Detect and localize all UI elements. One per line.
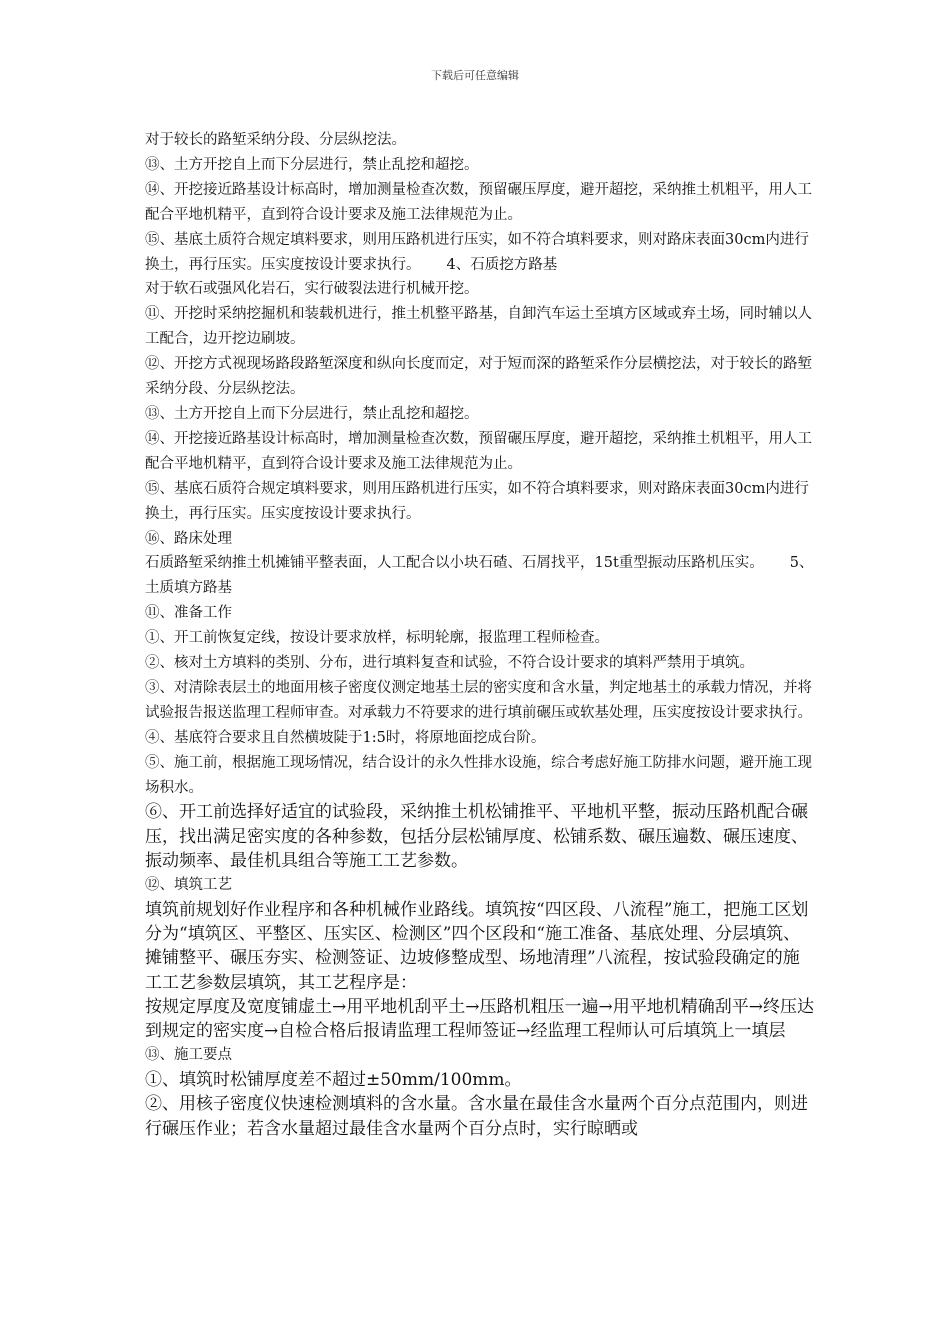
section-heading: 4、石质挖方路基 — [446, 256, 558, 273]
paragraph: ⑬、土方开挖自上而下分层进行，禁止乱挖和超挖。 — [145, 156, 479, 173]
paragraph: ①、开工前恢复定线，按设计要求放样，标明轮廓，报监理工程师检查。 — [145, 630, 609, 647]
paragraph: ⑥、开工前选择好适宜的试验段，采纳推土机松铺推平、平地机平整，振动压路机配合碾压，找出满足密实度的各种参数，包括分层松铺厚度、松铺系数、碾压遍数、碾压速度、振动频率、最佳机具组合等施工工艺参数。 — [145, 802, 808, 871]
paragraph: ①、填筑时松铺厚度差不超过±50mm/100mm。 — [145, 1070, 522, 1091]
paragraph: ⑫、填筑工艺 — [145, 877, 232, 894]
paragraph: ⑭、开挖接近路基设计标高时，增加测量检查次数，预留碾压厚度，避开超挖，采纳推土机粗平，用人工配合平地机精平，直到符合设计要求及施工法律规范为止。 — [145, 430, 812, 472]
document-body — [145, 128, 815, 1141]
paragraph: 填筑前规划好作业程序和各种机械作业路线。填筑按“四区段、八流程”施工，把施工区划分为“填筑区、平整区、压实区、检测区”四个区段和“施工准备、基底处理、分层填筑、摊铺整平、碾压夯实、检测签证、边坡修整成型、场地清理”八流程，按试验段确定的施工工艺参数层填筑，其工艺程序是： — [145, 899, 809, 993]
paragraph: ⑤、施工前，根据施工现场情况，结合设计的永久性排水设施，综合考虑好施工防排水问题，避开施工现场积水。 — [145, 754, 812, 796]
paragraph: ⑫、开挖方式视现场路段路堑深度和纵向长度而定，对于短而深的路堑采作分层横挖法，对于较长的路堑采纳分段、分层纵挖法。 — [145, 356, 812, 398]
paragraph: 石质路堑采纳推土机摊铺平整表面，人工配合以小块石碴、石屑找平，15t重型振动压路机压实。 5、土质填方路基 — [145, 555, 814, 597]
paragraph: ⑬、土方开挖自上而下分层进行，禁止乱挖和超挖。 — [145, 405, 479, 422]
paragraph: ④、基底符合要求且自然横坡陡于1:5时，将原地面挖成台阶。 — [145, 729, 546, 746]
page-header: 下载后可任意编辑 — [431, 69, 519, 82]
paragraph: ②、用核子密度仪快速检测填料的含水量。含水量在最佳含水量两个百分点范围内，则进行碾压作业；若含水量超过最佳含水量两个百分点时，实行晾晒或 — [145, 1094, 808, 1139]
paragraph: 对于软石或强风化岩石，实行破裂法进行机械开挖。 — [145, 281, 479, 298]
paragraph: ⑬、施工要点 — [145, 1047, 232, 1064]
paragraph: 按规定厚度及宽度铺虚土→用平地机刮平土→压路机粗压一遍→用平地机精确刮平→终压达到规定的密实度→自检合格后报请监理工程师签证→经监理工程师认可后填筑上一填层 — [145, 996, 814, 1041]
paragraph: ⑭、开挖接近路基设计标高时，增加测量检查次数，预留碾压厚度，避开超挖，采纳推土机粗平，用人工配合平地机精平，直到符合设计要求及施工法律规范为止。 — [145, 181, 812, 223]
paragraph: ②、核对土方填料的类别、分布，进行填料复查和试验，不符合设计要求的填料严禁用于填筑。 — [145, 655, 754, 672]
paragraph: ⑯、路床处理 — [145, 530, 232, 547]
paragraph: ⑮、基底石质符合规定填料要求，则用压路机进行压实，如不符合填料要求，则对路床表面30cm内进行换土，再行压实。压实度按设计要求执行。 — [145, 480, 809, 522]
paragraph: ⑮、基底土质符合规定填料要求，则用压路机进行压实，如不符合填料要求，则对路床表面30cm内进行换土，再行压实。压实度按设计要求执行。 4、石质挖方路基 — [145, 231, 809, 273]
section-heading: 5、土质填方路基 — [145, 555, 814, 597]
paragraph: ③、对清除表层土的地面用核子密度仪测定地基土层的密实度和含水量，判定地基土的承载力情况，并将试验报告报送监理工程师审查。对承载力不符要求的进行填前碾压或软基处理，压实度按设计要求执行。 — [145, 679, 812, 721]
paragraph: ⑪、开挖时采纳挖掘机和装载机进行，推土机整平路基，自卸汽车运土至填方区域或弃土场，同时辅以人工配合，边开挖边刷坡。 — [145, 306, 812, 348]
paragraph: 对于较长的路堑采纳分段、分层纵挖法。 — [145, 132, 406, 148]
paragraph: ⑪、准备工作 — [145, 605, 232, 622]
